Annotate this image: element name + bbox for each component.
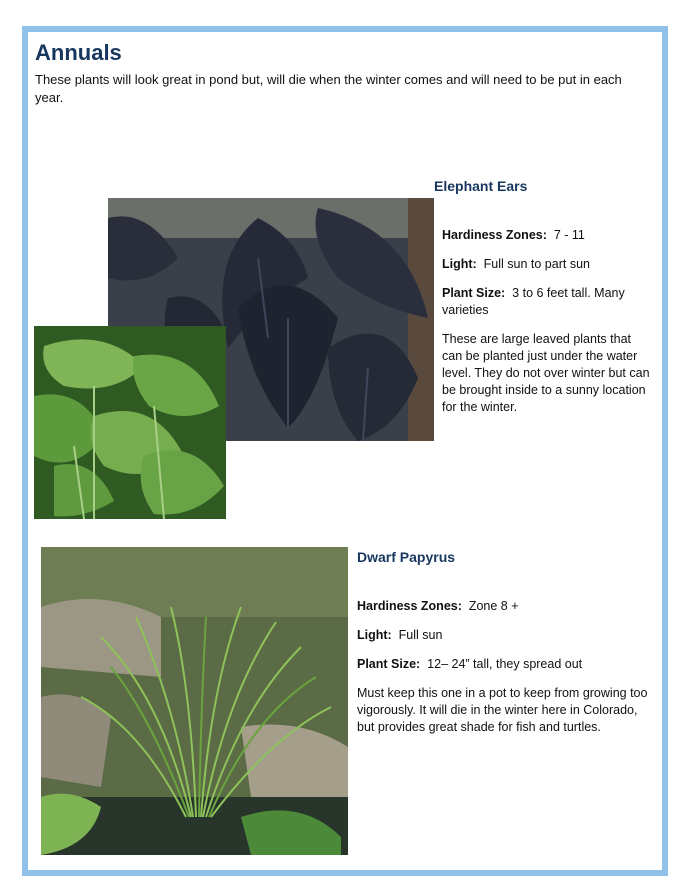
description-dwarf-papyrus: Must keep this one in a pot to keep from growing too vigorously. It will die in the winter here in Colorado, but provides great shade for fish and turtles. <box>357 686 648 734</box>
page-intro: These plants will look great in pond but, will die when the winter comes and will need to be put in each year. <box>35 72 622 105</box>
light-dwarf-papyrus <box>357 627 647 644</box>
light-label: Light: <box>357 628 392 642</box>
hardiness-zones-value: 7 - 11 <box>553 228 585 242</box>
description-elephant-ears: These are large leaved plants that can be planted just under the water level. They do not over winter but can be brought inside to a sunny location for the winter. <box>442 332 650 414</box>
plant-size-label: Plant Size: <box>442 286 506 300</box>
hardiness-zones-dwarf-papyrus <box>357 598 647 615</box>
hardiness-zones-elephant-ears <box>442 227 652 244</box>
light-elephant-ears <box>442 256 652 273</box>
hardiness-zones-label: Hardiness Zones: <box>442 228 547 242</box>
plant-name-elephant-ears: Elephant Ears <box>434 178 528 194</box>
plant-size-elephant-ears <box>442 285 647 319</box>
plant-name-dwarf-papyrus: Dwarf Papyrus <box>357 549 456 565</box>
dwarf-papyrus-photo <box>41 547 348 855</box>
light-value: Full sun <box>398 628 443 642</box>
plant-size-label: Plant Size: <box>357 657 421 671</box>
green-elephant-ear-photo <box>34 326 226 519</box>
hardiness-zones-label: Hardiness Zones: <box>357 599 462 613</box>
light-label: Light: <box>442 257 477 271</box>
light-value: Full sun to part sun <box>483 257 590 271</box>
plant-size-value: 12– 24” tall, they spread out <box>427 657 583 671</box>
plant-size-value: 3 to 6 feet tall. Many varieties <box>442 286 625 317</box>
hardiness-zones-value: Zone 8 + <box>468 599 519 613</box>
page-title: Annuals <box>35 40 122 65</box>
plant-size-dwarf-papyrus <box>357 656 647 673</box>
